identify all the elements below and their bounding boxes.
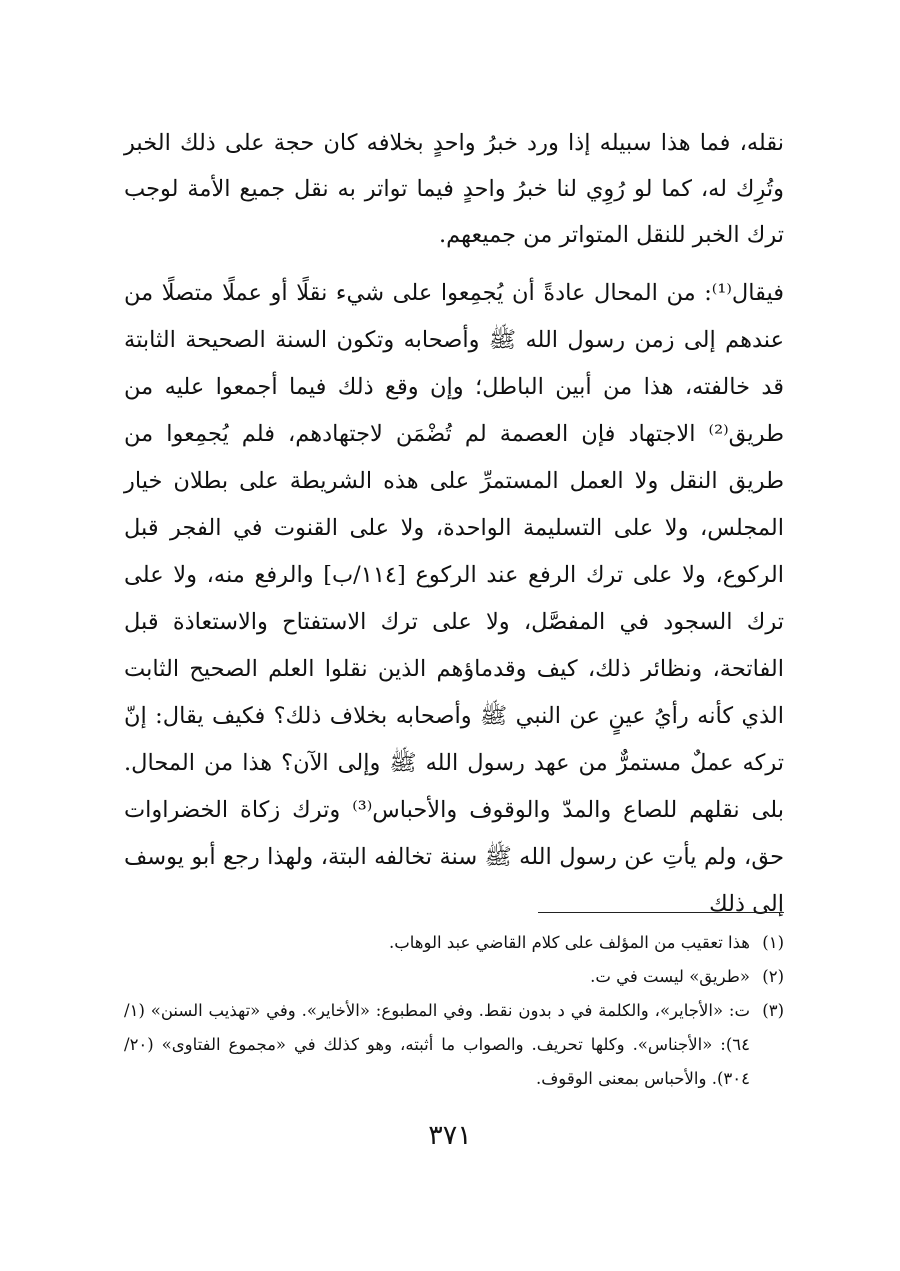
page-number: ٣٧١	[428, 1120, 472, 1151]
body-paragraph-1: نقله، فما هذا سبيله إذا ورد خبرُ واحدٍ بخلافه كان حجة على ذلك الخبر وتُرِك له، كما لو رُوِي لنا خبرُ واحدٍ فيما تواتر به نقل جميع الأمة لوجب ترك الخبر للنقل المتواتر من جميعهم.	[124, 130, 784, 248]
body-paragraph-2: فيقال⁽¹⁾: من المحال عادةً أن يُجمِعوا على شيء نقلًا أو عملًا متصلًا من عندهم إلى زمن رسول الله ﷺ وأصحابه وتكون السنة الصحيحة الثابتة قد خالفته، هذا من أبين الباطل؛ وإن وقع ذلك فيما أجمعوا عليه من طريق⁽²⁾ الاجتهاد فإن العصمة لم تُضْمَن لاجتهادهم، فلم يُجمِعوا من طريق النقل ولا العمل المستمرِّ على هذه الشريطة على بطلان خيار المجلس، ولا على التسليمة الواحدة، ولا على القنوت في الفجر قبل الركوع، ولا على ترك الرفع عند الركوع [١١٤/ب] والرفع منه، ولا على ترك السجود في المفصَّل، ولا على ترك الاستفتاح والاستعاذة قبل الفاتحة، ونظائر ذلك، كيف وقدماؤهم الذين نقلوا العلم الصحيح الثابت الذي كأنه رأيُ عينٍ عن النبي ﷺ وأصحابه بخلاف ذلك؟ فكيف يقال: إنّ تركه عملٌ مستمرٌّ من عهد رسول الله ﷺ وإلى الآن؟ هذا من المحال. بلى نقلهم للصاع والمدّ والوقوف والأحباس⁽³⁾ وترك زكاة الخضراوات حق، ولم يأتِ عن رسول الله ﷺ سنة تخالفه البتة، ولهذا رجع أبو يوسف إلى ذلك	[124, 280, 784, 917]
footnote-item	[124, 994, 784, 1096]
footnote-item	[124, 926, 784, 960]
footnotes	[124, 926, 784, 1096]
footnote-number: (١)	[762, 933, 784, 952]
footnote-item	[124, 960, 784, 994]
footnote-number: (٣)	[762, 1001, 784, 1020]
footnote-divider	[538, 912, 784, 913]
footnote-text: هذا تعقيب من المؤلف على كلام القاضي عبد الوهاب.	[388, 933, 750, 952]
footnote-text: «طريق» ليست في ت.	[590, 967, 750, 986]
footnote-number: (٢)	[762, 967, 784, 986]
footnote-text: ت: «الأجاير»، والكلمة في د بدون نقط. وفي المطبوع: «الأخاير». وفي «تهذيب السنن» (١/ ٦٤): «الأجناس». وكلها تحريف. والصواب ما أثبته، وهو كذلك في «مجموع الفتاوى» (٢٠/ ٣٠٤). والأحباس بمعنى الوقوف.	[124, 1001, 750, 1088]
